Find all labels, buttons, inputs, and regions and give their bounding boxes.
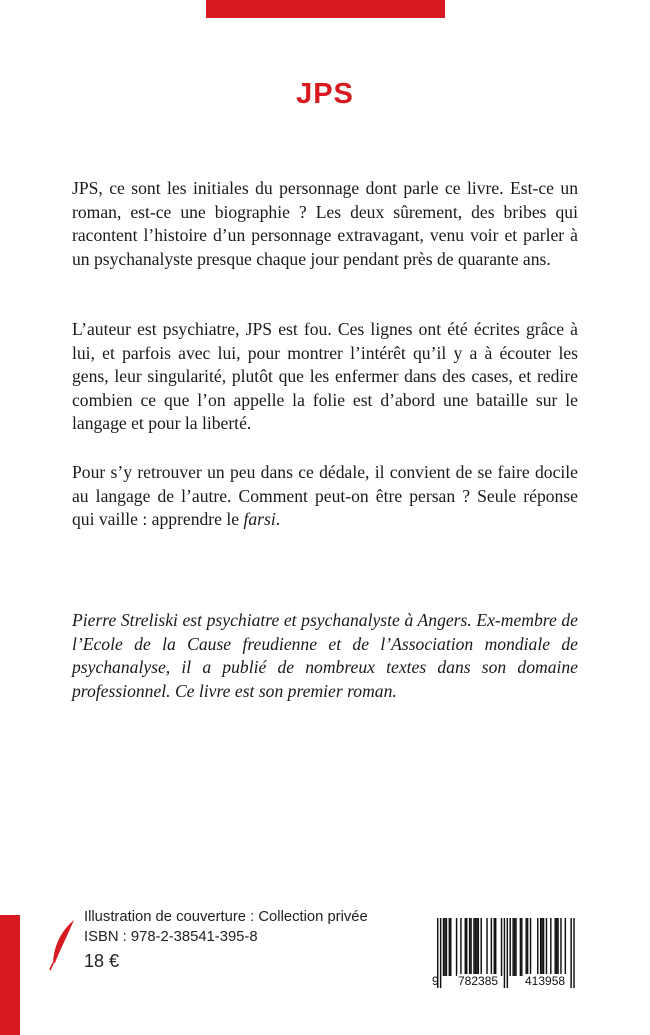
barcode-bar (556, 918, 557, 976)
barcode-bar (475, 918, 476, 976)
barcode-lead-digit: 9 (432, 974, 439, 988)
farsi-word: farsi (243, 509, 276, 530)
barcode-bar (521, 918, 522, 976)
barcode-bar (450, 918, 451, 976)
barcode-bar (527, 918, 528, 976)
barcode-bar (525, 918, 526, 976)
barcode-bar (465, 918, 466, 976)
barcode-bar (520, 918, 521, 976)
barcode-bar (476, 918, 477, 976)
top-accent-bar (206, 0, 445, 18)
barcode-bar (486, 918, 487, 976)
barcode-bar (446, 918, 447, 976)
barcode-bar (540, 918, 541, 976)
barcode-bar (469, 918, 470, 976)
feather-quill-icon (49, 919, 77, 971)
barcode-bar (478, 918, 479, 976)
barcode-bar (494, 918, 495, 976)
isbn-line: ISBN : 978-2-38541-395-8 (84, 929, 258, 945)
barcode-bar (481, 918, 482, 976)
barcode-bar (443, 918, 444, 976)
barcode-left-group: 782385 (458, 974, 499, 988)
barcode-bar (543, 918, 544, 976)
barcode-bar (495, 918, 496, 976)
back-matter (84, 907, 368, 971)
barcode-bar (466, 918, 467, 976)
barcode-bar (515, 918, 516, 976)
barcode-bar (449, 918, 450, 976)
side-accent-bar (0, 915, 20, 1035)
barcode-bar (541, 918, 542, 976)
barcode-bar (557, 918, 558, 976)
barcode-bar (510, 918, 511, 976)
barcode-bar (501, 918, 502, 976)
barcode-bar (514, 918, 515, 976)
book-title: JPS (296, 78, 354, 110)
barcode-bar (512, 918, 513, 976)
author-bio: Pierre Streliski est psychiatre et psychanalyste à Angers. Ex-membre de l’Ecole de la Cause freudienne et de l’Association mondiale de psychanalyse, il a publié de nombreux textes dans son domaine professionnel. Ce livre est son premier roman. (72, 610, 578, 701)
barcode-bar (456, 918, 457, 976)
price: 18 € (84, 951, 120, 971)
barcode-bar (473, 918, 474, 976)
paragraph-3-end: . (275, 509, 281, 530)
illustration-credit: Illustration de couverture : Collection privée (84, 909, 368, 925)
barcode-bar (560, 918, 561, 976)
blurb-paragraph-1: JPS, ce sont les initiales du personnage dont parle ce livre. Est-ce un roman, est-ce une biographie ? Les deux sûrement, des bribes qui racontent l’histoire d’un personnage extravagant, venu voir et parler à un psychanalyste presque chaque jour pendant près de quarante ans. (72, 178, 578, 269)
barcode-bar (550, 918, 551, 976)
barcode-bar (565, 918, 566, 976)
barcode-bar (491, 918, 492, 976)
barcode-bar (537, 918, 538, 976)
barcode-bar (554, 918, 555, 976)
blurb-paragraph-3 (72, 461, 578, 532)
paragraph-3-text: Pour s’y retrouver un peu dans ce dédale, il convient de se faire docile au langage de l’autre. Comment peut-on être persan ? Seule réponse qui vaille : apprendre le (72, 462, 578, 530)
barcode-digits (433, 973, 583, 991)
barcode-bar (546, 918, 547, 976)
barcode-bar (470, 918, 471, 976)
barcode-bar (444, 918, 445, 976)
barcode-bar (460, 918, 461, 976)
blurb-paragraph-2: L’auteur est psychiatre, JPS est fou. Ces lignes ont été écrites grâce à lui, et parfois avec lui, pour montrer l’intérêt qu’il y a à écouter les gens, leur singularité, plutôt que les enfermer dans des cases, et redire combien ce que l’on appelle la folie est d’abord une bataille sur le langage et pour la liberté. (72, 319, 578, 434)
barcode-bar (530, 918, 531, 976)
barcode-right-group: 413958 (525, 974, 566, 988)
